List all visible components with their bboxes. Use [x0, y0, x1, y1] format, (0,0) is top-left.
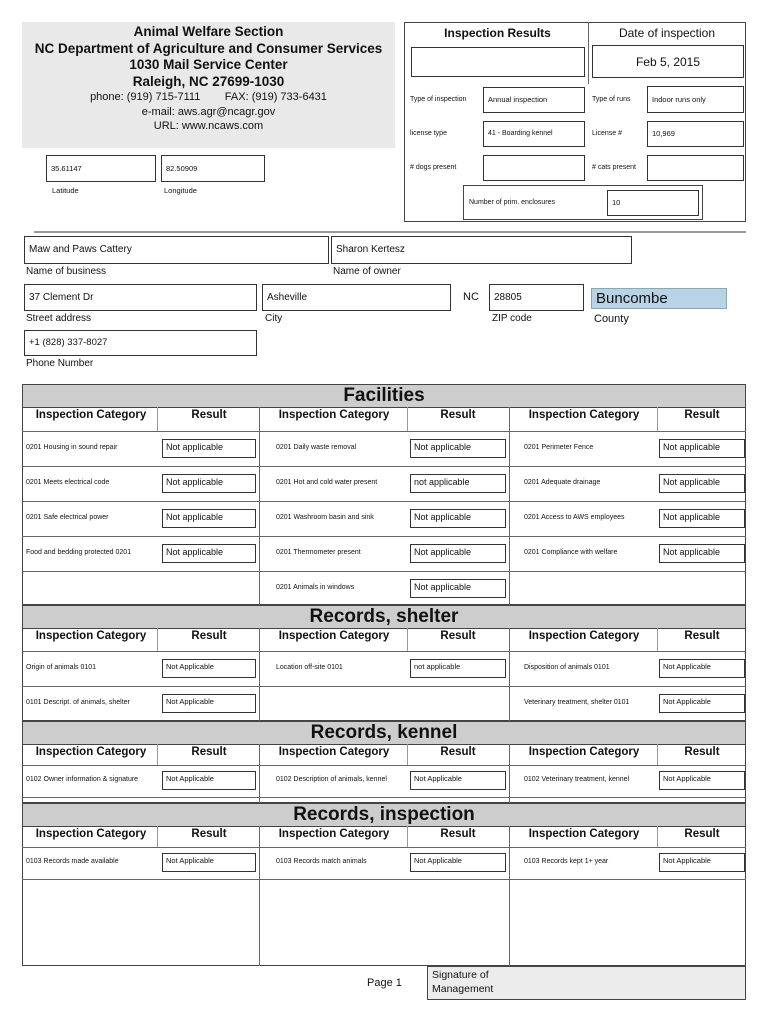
facilities-header-rule	[22, 431, 746, 432]
facilities-col-divider	[509, 407, 510, 605]
records-inspection-category: 0103 Records kept 1+ year	[524, 858, 609, 865]
kennel-col1-result-header: Result	[440, 746, 476, 758]
records-inspection-category: 0103 Records made available	[26, 858, 119, 865]
facilities-row-rule	[22, 571, 746, 572]
dogs-present-field[interactable]	[483, 155, 585, 181]
latitude-field[interactable]: 35.61147	[46, 155, 156, 182]
kennel-col0-category-header: Inspection Category	[35, 746, 147, 758]
facilities-category: 0201 Perimeter Fence	[524, 443, 594, 451]
facilities-col2-result-header: Result	[684, 409, 720, 421]
facilities-result-field[interactable]: Not applicable	[162, 439, 256, 458]
records-inspection-result-field[interactable]: Not Applicable	[659, 853, 745, 872]
facilities-result-field[interactable]: Not applicable	[410, 509, 506, 528]
facilities-result-field[interactable]: Not applicable	[659, 509, 745, 528]
section-facilities: Facilities	[22, 384, 746, 408]
facilities-col1-result-header: Result	[440, 409, 476, 421]
phone-number-field[interactable]: +1 (828) 337-8027	[24, 330, 257, 356]
facilities-category: 0201 Washroom basin and sink	[276, 513, 374, 521]
facilities-result-field[interactable]: Not applicable	[410, 439, 506, 458]
facilities-category: 0201 Compliance with welfare	[524, 548, 618, 556]
facilities-result-field[interactable]: Not applicable	[162, 544, 256, 563]
kennel-row-rule	[22, 797, 746, 798]
inspection-results-field[interactable]	[411, 47, 585, 77]
enclosures-label: Number of prim. enclosures	[469, 199, 555, 206]
separator	[34, 231, 746, 233]
facilities-hdr-divider	[407, 407, 408, 431]
facilities-col-divider	[259, 407, 260, 605]
license-type-field[interactable]: 41 - Boarding kennel	[483, 121, 585, 147]
facilities-category: 0201 Animals in windows	[276, 583, 355, 591]
facilities-row-rule	[22, 466, 746, 467]
facilities-category: 0201 Adequate drainage	[524, 478, 601, 486]
section-records-kennel: Records, kennel	[22, 721, 746, 745]
zip-label: ZIP code	[492, 313, 532, 324]
shelter-category: Disposition of animals 0101	[524, 663, 610, 671]
kennel-result-field[interactable]: Not Applicable	[410, 771, 506, 790]
records-inspection-col0-result-header: Result	[191, 828, 227, 840]
county-label: County	[594, 313, 629, 325]
kennel-category: 0102 Veterinary treatment, kennel	[524, 776, 630, 783]
records-inspection-col1-category-header: Inspection Category	[278, 828, 390, 840]
dogs-present-label: # dogs present	[410, 164, 457, 171]
business-name-field[interactable]: Maw and Paws Cattery	[24, 236, 329, 264]
agency-line3: 1030 Mail Service Center	[129, 57, 288, 72]
longitude-label: Longitude	[164, 186, 197, 195]
shelter-result-field[interactable]: Not Applicable	[659, 659, 745, 678]
facilities-category: 0201 Housing in sound repair	[26, 443, 118, 451]
divider	[588, 22, 589, 84]
facilities-category: 0201 Safe electrical power	[26, 513, 109, 521]
records-inspection-hdr-divider	[407, 826, 408, 847]
records-inspection-col2-category-header: Inspection Category	[528, 828, 640, 840]
owner-name-label: Name of owner	[333, 266, 401, 277]
shelter-hdr-divider	[657, 628, 658, 651]
records-inspection-col2-result-header: Result	[684, 828, 720, 840]
section-records-shelter: Records, shelter	[22, 605, 746, 629]
phone-number-label: Phone Number	[26, 358, 94, 369]
street-address-field[interactable]: 37 Clement Dr	[24, 284, 257, 311]
signature-label: Signature of Management	[432, 969, 494, 995]
facilities-row-rule	[22, 536, 746, 537]
records-inspection-category: 0103 Records match animals	[276, 858, 367, 865]
facilities-row-rule	[22, 501, 746, 502]
date-of-inspection-label: Date of inspection	[618, 26, 716, 40]
owner-name-field[interactable]: Sharon Kertesz	[331, 236, 632, 264]
records-inspection-col0-category-header: Inspection Category	[35, 828, 147, 840]
zip-field[interactable]: 28805	[489, 284, 584, 311]
agency-url: URL: www.ncaws.com	[153, 120, 264, 132]
kennel-col-divider	[259, 744, 260, 803]
type-of-inspection-label: Type of inspection	[410, 96, 467, 103]
records-inspection-row-rule	[22, 879, 746, 880]
license-number-field[interactable]: 10,969	[647, 121, 744, 147]
facilities-result-field[interactable]: Not applicable	[162, 509, 256, 528]
shelter-category: Location off-site 0101	[276, 663, 343, 671]
section-records-inspection: Records, inspection	[22, 803, 746, 827]
facilities-result-field[interactable]: not applicable	[410, 474, 506, 493]
shelter-result-field[interactable]: Not Applicable	[162, 659, 256, 678]
cats-present-label: # cats present	[592, 164, 636, 171]
shelter-result-field[interactable]: Not Applicable	[659, 694, 745, 713]
cats-present-field[interactable]	[647, 155, 744, 181]
shelter-result-field[interactable]: not applicable	[410, 659, 506, 678]
shelter-hdr-divider	[157, 628, 158, 651]
kennel-col0-result-header: Result	[191, 746, 227, 758]
facilities-category: 0201 Meets electrical code	[26, 478, 110, 486]
shelter-category: Origin of animals 0101	[26, 663, 97, 671]
records-inspection-result-field[interactable]: Not Applicable	[162, 853, 256, 872]
shelter-header-rule	[22, 651, 746, 652]
street-address-label: Street address	[26, 313, 92, 324]
latitude-label: Latitude	[52, 186, 79, 195]
facilities-category: Food and bedding protected 0201	[26, 548, 132, 556]
kennel-result-field[interactable]: Not Applicable	[659, 771, 745, 790]
kennel-category: 0102 Description of animals, kennel	[276, 776, 387, 783]
kennel-col2-category-header: Inspection Category	[528, 746, 640, 758]
type-of-runs-field[interactable]: Indoor runs only	[647, 86, 744, 113]
state-text: NC	[463, 291, 479, 303]
facilities-result-field[interactable]: Not applicable	[162, 474, 256, 493]
shelter-col1-category-header: Inspection Category	[278, 630, 390, 642]
agency-line2: NC Department of Agriculture and Consumer Services	[34, 40, 383, 56]
shelter-row-rule	[22, 686, 746, 687]
records-inspection-hdr-divider	[157, 826, 158, 847]
facilities-hdr-divider	[157, 407, 158, 431]
enclosures-field[interactable]: 10	[607, 190, 699, 216]
shelter-col0-category-header: Inspection Category	[35, 630, 147, 642]
records-inspection-col-divider	[509, 826, 510, 966]
facilities-result-field[interactable]: Not applicable	[659, 439, 745, 458]
kennel-category: 0102 Owner information & signature	[26, 776, 139, 783]
kennel-result-field[interactable]: Not Applicable	[162, 771, 256, 790]
shelter-col0-result-header: Result	[191, 630, 227, 642]
facilities-col0-category-header: Inspection Category	[35, 409, 147, 421]
kennel-hdr-divider	[157, 744, 158, 765]
type-of-inspection-field[interactable]: Annual inspection	[483, 87, 585, 113]
city-field[interactable]: Asheville	[262, 284, 451, 311]
shelter-hdr-divider	[407, 628, 408, 651]
agency-line4: Raleigh, NC 27699-1030	[132, 73, 285, 89]
type-of-runs-label: Type of runs	[592, 96, 631, 103]
facilities-result-field[interactable]: Not applicable	[659, 474, 745, 493]
city-label: City	[265, 313, 283, 324]
agency-phone: phone: (919) 715-7111 FAX: (919) 733-6431	[90, 91, 327, 103]
license-number-label: License #	[592, 130, 622, 137]
page-number: Page 1	[367, 977, 402, 989]
facilities-table	[22, 407, 746, 605]
facilities-result-field[interactable]: Not applicable	[410, 579, 506, 598]
kennel-col-divider	[509, 744, 510, 803]
inspection-results-label: Inspection Results	[444, 26, 551, 40]
kennel-col1-category-header: Inspection Category	[278, 746, 390, 758]
shelter-col1-result-header: Result	[440, 630, 476, 642]
license-type-label: license type	[410, 130, 447, 137]
facilities-result-field[interactable]: Not applicable	[410, 544, 506, 563]
shelter-category: 0101 Descript. of animals, shelter	[26, 698, 130, 706]
facilities-col1-category-header: Inspection Category	[278, 409, 390, 421]
facilities-category: 0201 Access to AWS employees	[524, 513, 625, 521]
facilities-result-field[interactable]: Not applicable	[659, 544, 745, 563]
shelter-category: Veterinary treatment, shelter 0101	[524, 698, 630, 706]
facilities-category: 0201 Daily waste removal	[276, 443, 357, 451]
facilities-hdr-divider	[657, 407, 658, 431]
facilities-col2-category-header: Inspection Category	[528, 409, 640, 421]
shelter-col-divider	[509, 628, 510, 721]
facilities-col0-result-header: Result	[191, 409, 227, 421]
kennel-hdr-divider	[657, 744, 658, 765]
facilities-category: 0201 Thermometer present	[276, 548, 361, 556]
shelter-col-divider	[259, 628, 260, 721]
date-of-inspection-field[interactable]: Feb 5, 2015	[592, 45, 744, 78]
agency-email: e-mail: aws.agr@ncagr.gov	[141, 105, 276, 118]
kennel-hdr-divider	[407, 744, 408, 765]
business-name-label: Name of business	[26, 266, 107, 277]
records-inspection-result-field[interactable]: Not Applicable	[410, 853, 506, 872]
longitude-field[interactable]: 82.50909	[161, 155, 265, 182]
records-inspection-hdr-divider	[657, 826, 658, 847]
shelter-col2-category-header: Inspection Category	[528, 630, 640, 642]
agency-line1: Animal Welfare Section	[133, 24, 284, 39]
shelter-result-field[interactable]: Not Applicable	[162, 694, 256, 713]
kennel-col2-result-header: Result	[684, 746, 720, 758]
county-field[interactable]: Buncombe	[591, 288, 727, 309]
shelter-col2-result-header: Result	[684, 630, 720, 642]
kennel-header-rule	[22, 765, 746, 766]
records-inspection-header-rule	[22, 847, 746, 848]
facilities-category: 0201 Hot and cold water present	[276, 478, 378, 486]
records-inspection-col1-result-header: Result	[440, 828, 476, 840]
agency-header	[22, 22, 395, 148]
records-inspection-col-divider	[259, 826, 260, 966]
